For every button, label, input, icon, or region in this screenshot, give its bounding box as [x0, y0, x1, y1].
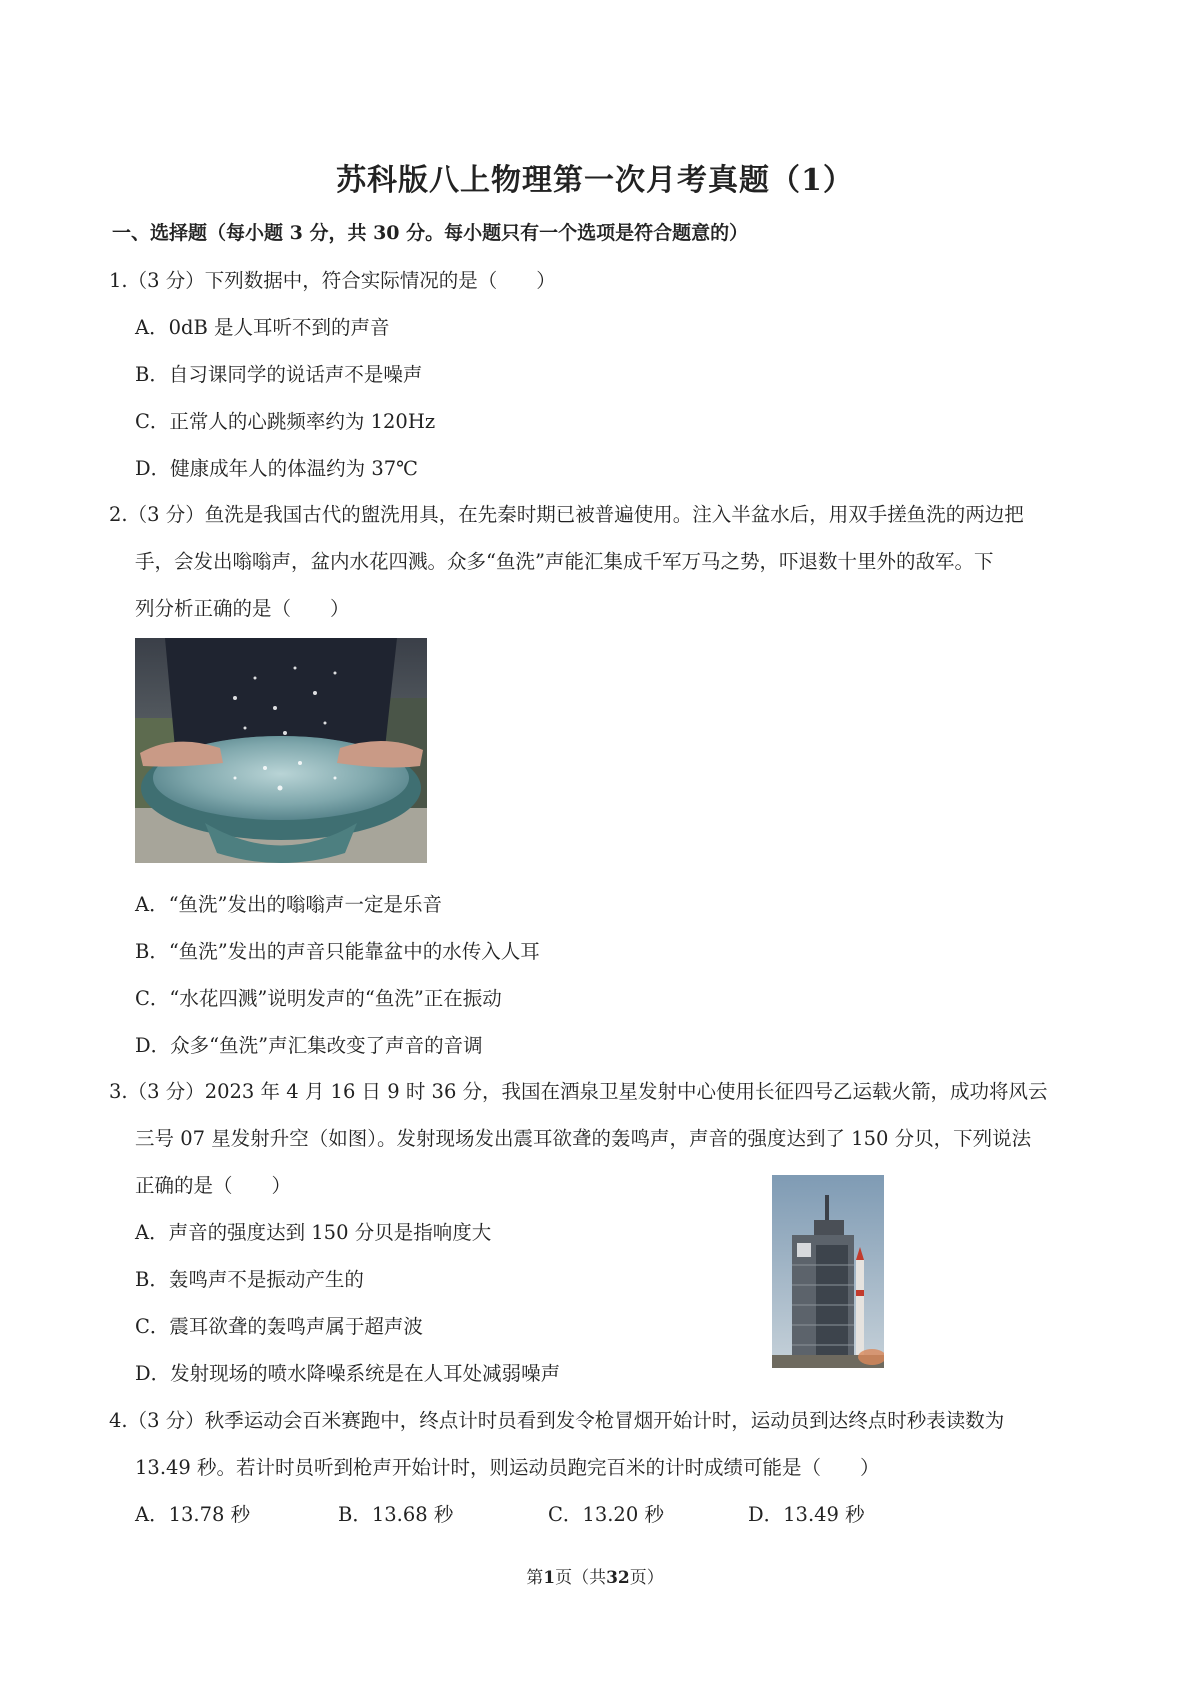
question-3-option-d: D．发射现场的喷水降噪系统是在人耳处减弱噪声 [135, 1362, 561, 1385]
footer-page-number: 1 [543, 1568, 556, 1588]
footer-prefix: 第 [526, 1568, 544, 1588]
question-1-option-c: C．正常人的心跳频率约为 120Hz [135, 410, 436, 433]
question-3-option-c: C．震耳欲聋的轰鸣声属于超声波 [135, 1315, 423, 1338]
question-2-option-d: D．众多“鱼洗”声汇集改变了声音的音调 [135, 1034, 483, 1057]
question-4-stem-line-1: 4.（3 分）秋季运动会百米赛跑中，终点计时员看到发令枪冒烟开始计时，运动员到达终点时秒表读数为 [109, 1409, 1005, 1432]
question-2-stem-line-1: 2.（3 分）鱼洗是我国古代的盥洗用具，在先秦时期已被普遍使用。注入半盆水后，用双手搓鱼洗的两边把 [109, 503, 1024, 526]
question-2-option-b: B．“鱼洗”发出的声音只能靠盆中的水传入人耳 [135, 940, 540, 963]
question-2-option-c: C．“水花四溅”说明发声的“鱼洗”正在振动 [135, 987, 502, 1010]
rocket-launch-photo [772, 1175, 884, 1368]
question-3-option-b: B．轰鸣声不是振动产生的 [135, 1268, 364, 1291]
footer-suffix: 页） [629, 1568, 664, 1588]
question-1-option-b: B．自习课同学的说话声不是噪声 [135, 363, 423, 386]
question-1-option-a: A．0dB 是人耳听不到的声音 [135, 316, 390, 339]
question-3-stem-line-2: 三号 07 星发射升空（如图）。发射现场发出震耳欲聋的轰鸣声，声音的强度达到了 150 分贝，下列说法 [135, 1127, 1032, 1150]
question-2-stem-line-2: 手，会发出嗡嗡声，盆内水花四溅。众多“鱼洗”声能汇集成千军万马之势，吓退数十里外的敌军。下 [135, 550, 994, 573]
question-3-option-a: A．声音的强度达到 150 分贝是指响度大 [135, 1221, 492, 1244]
footer-middle: 页（共 [555, 1568, 607, 1588]
page-footer [0, 1563, 1190, 1588]
question-4-stem-line-2: 13.49 秒。若计时员听到枪声开始计时，则运动员跑完百米的计时成绩可能是（ ） [135, 1456, 880, 1479]
question-3-stem-line-3: 正确的是（ ） [135, 1174, 292, 1197]
question-2-option-a: A．“鱼洗”发出的嗡嗡声一定是乐音 [135, 893, 443, 916]
question-4-option-d: D．13.49 秒 [748, 1503, 865, 1526]
question-4-option-c: C．13.20 秒 [548, 1503, 664, 1526]
question-1-stem: 1.（3 分）下列数据中，符合实际情况的是（ ） [109, 269, 556, 292]
question-2-stem-line-3: 列分析正确的是（ ） [135, 597, 350, 620]
page-title: 苏科版八上物理第一次月考真题（1） [336, 163, 854, 198]
section-heading: 一、选择题（每小题 3 分，共 30 分。每小题只有一个选项是符合题意的） [112, 222, 749, 244]
fish-basin-photo [135, 638, 427, 863]
question-4-option-a: A．13.78 秒 [135, 1503, 251, 1526]
footer-total-pages: 32 [606, 1568, 630, 1588]
question-3-stem-line-1: 3.（3 分）2023 年 4 月 16 日 9 时 36 分，我国在酒泉卫星发射中心使用长征四号乙运载火箭，成功将风云 [109, 1080, 1048, 1103]
question-4-option-b: B．13.68 秒 [338, 1503, 454, 1526]
question-1-option-d: D．健康成年人的体温约为 37℃ [135, 457, 418, 480]
